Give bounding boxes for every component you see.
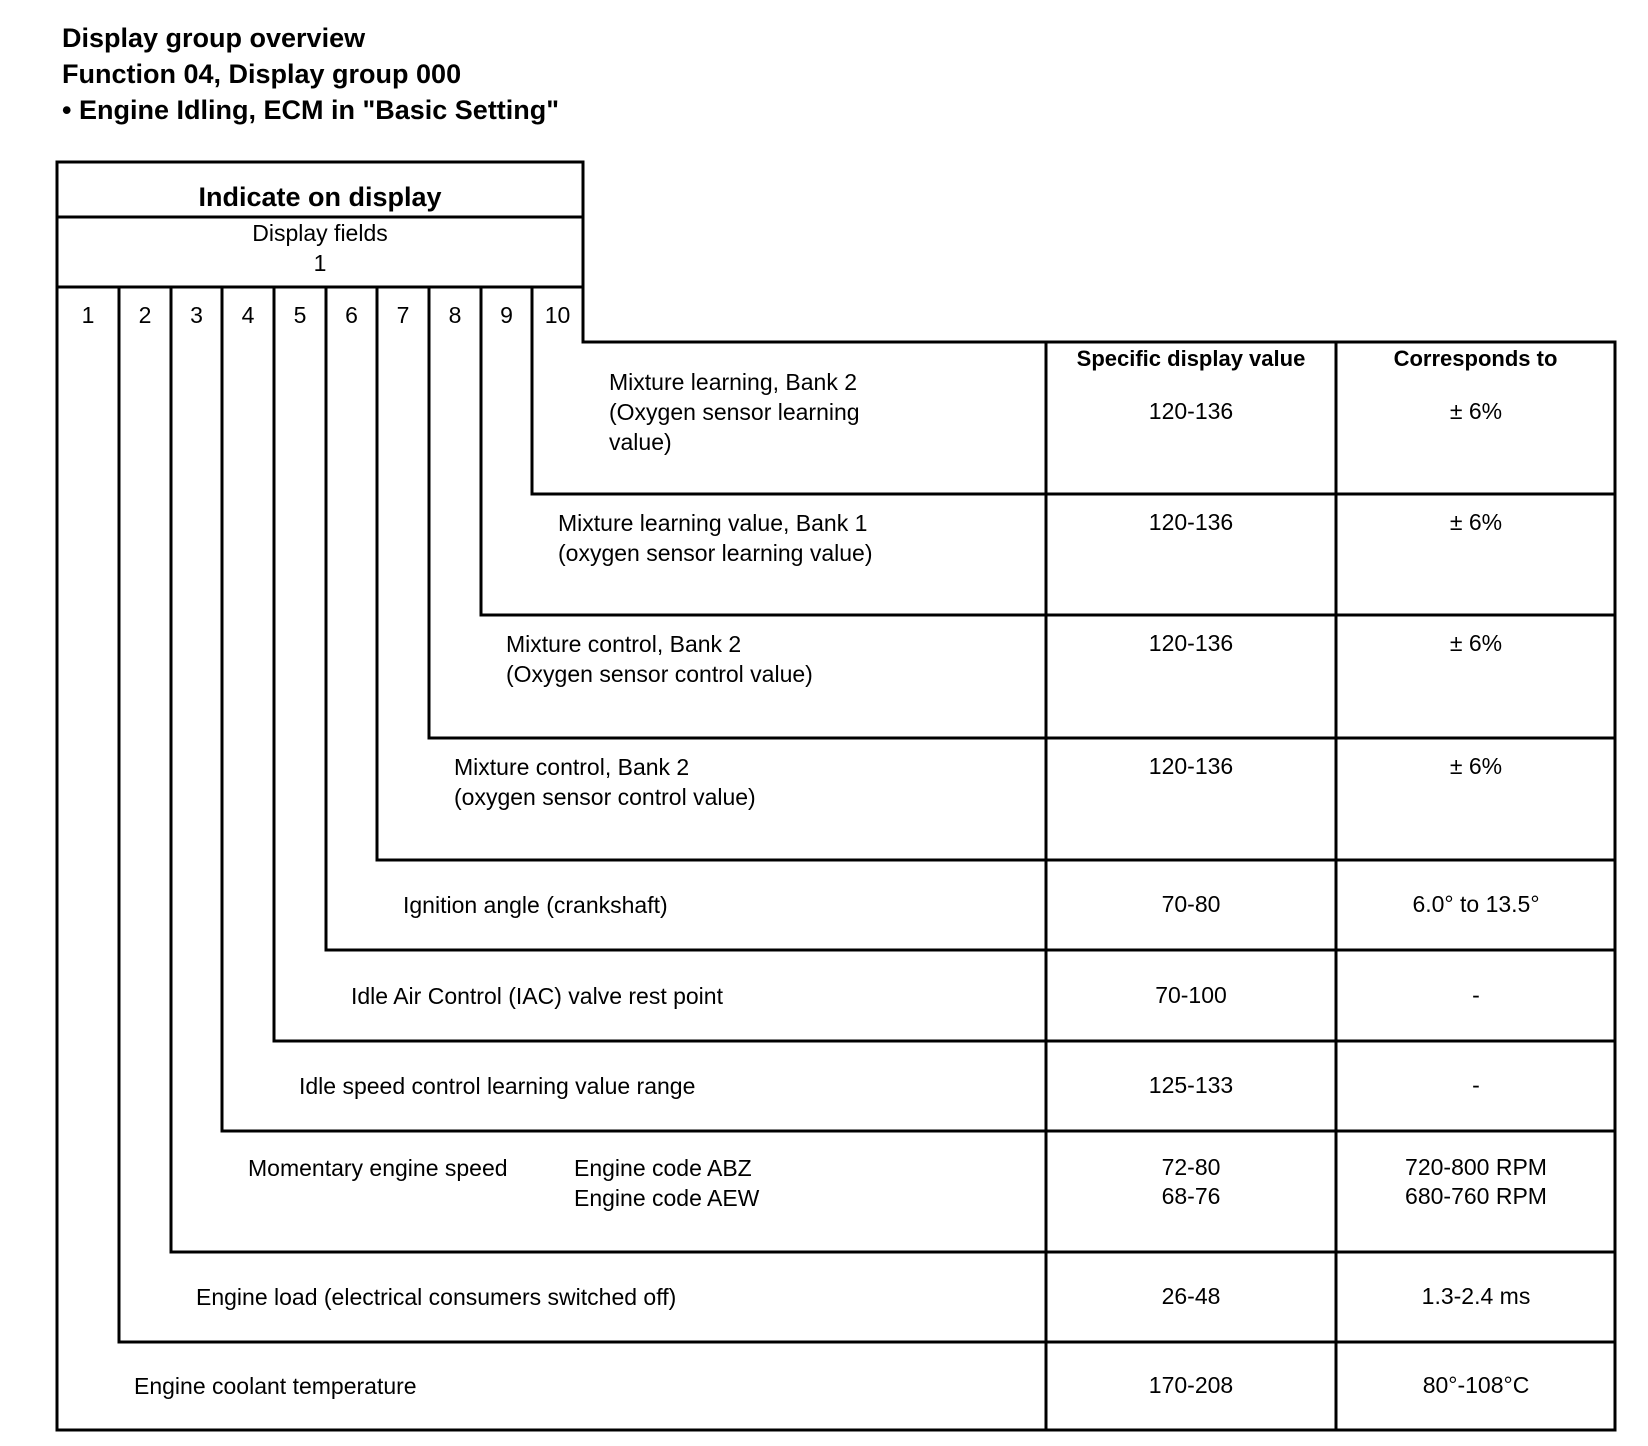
corresponds-value-line: 680-760 RPM xyxy=(1405,1183,1547,1209)
corresponds-value xyxy=(1346,1371,1606,1400)
field-number: 7 xyxy=(396,302,410,328)
specific-value xyxy=(1061,1282,1321,1311)
description-line: Idle speed control learning value range xyxy=(299,1073,696,1099)
description-line: Idle Air Control (IAC) valve rest point xyxy=(351,982,723,1009)
field-number: 2 xyxy=(138,302,152,328)
corresponds-value xyxy=(1346,890,1606,919)
display-block-number: 1 xyxy=(313,250,327,276)
specific-value xyxy=(1061,890,1321,919)
corresponds-value-line: ± 6% xyxy=(1449,398,1503,424)
description-line: Engine load (electrical consumers switched off) xyxy=(196,1284,677,1310)
field-number: 10 xyxy=(544,302,571,328)
specific-value xyxy=(1061,397,1321,426)
specific-value-line: 70-100 xyxy=(1155,981,1227,1008)
specific-value-line: 72-80 xyxy=(1161,1154,1221,1180)
specific-value xyxy=(1061,981,1321,1010)
specific-value-line: 125-133 xyxy=(1148,1072,1234,1098)
specific-value xyxy=(1061,752,1321,781)
row-description xyxy=(196,1282,676,1312)
specific-value-line: 26-48 xyxy=(1161,1283,1221,1309)
specific-value-line: 120-136 xyxy=(1148,509,1234,535)
description-line: (Oxygen sensor learning xyxy=(609,399,860,425)
specific-value-line: 170-208 xyxy=(1148,1372,1234,1398)
page-subtitle: Function 04, Display group 000 xyxy=(62,59,462,89)
display-fields-label: Display fields xyxy=(252,220,388,246)
field-number: 1 xyxy=(81,302,95,328)
specific-value xyxy=(1061,508,1321,537)
row-description xyxy=(609,367,860,457)
row-description xyxy=(248,1153,508,1183)
field-number: 3 xyxy=(190,302,203,328)
row-description xyxy=(454,752,756,812)
specific-value-line: 120-136 xyxy=(1148,398,1234,424)
row-description xyxy=(299,1071,695,1101)
corresponds-value xyxy=(1346,1071,1606,1100)
specific-value-line: 70-80 xyxy=(1161,891,1221,917)
row-description xyxy=(403,890,668,920)
row-description xyxy=(351,981,723,1011)
engine-code: Engine code ABZ xyxy=(574,1155,752,1181)
specific-value xyxy=(1061,629,1321,658)
corresponds-value-line: ± 6% xyxy=(1449,753,1503,779)
corresponds-value-line: 80°-108°C xyxy=(1422,1372,1530,1398)
corresponds-value-line: ± 6% xyxy=(1449,509,1503,535)
field-number: 5 xyxy=(293,302,307,328)
page-title: Display group overview xyxy=(62,23,366,53)
corresponds-value-line: 1.3-2.4 ms xyxy=(1421,1283,1531,1309)
description-line: (oxygen sensor control value) xyxy=(454,784,756,810)
corresponds-value-line: - xyxy=(1472,981,1480,1008)
description-line: Mixture learning value, Bank 1 xyxy=(558,510,868,536)
description-line: Momentary engine speed xyxy=(248,1155,508,1181)
description-line: (oxygen sensor learning value) xyxy=(558,540,873,566)
corresponds-value xyxy=(1346,508,1606,537)
specific-value xyxy=(1061,1153,1321,1211)
specific-value xyxy=(1061,1371,1321,1400)
specific-value-heading: Specific display value xyxy=(1076,346,1306,371)
corresponds-heading: Corresponds to xyxy=(1393,346,1558,371)
corresponds-value xyxy=(1346,1282,1606,1311)
corresponds-value xyxy=(1346,397,1606,426)
field-number: 9 xyxy=(500,302,513,328)
row-description xyxy=(558,508,873,568)
engine-code: Engine code AEW xyxy=(574,1185,760,1211)
row-description xyxy=(134,1371,417,1401)
description-line: Mixture control, Bank 2 xyxy=(454,754,690,780)
description-line: Mixture control, Bank 2 xyxy=(506,631,742,657)
corresponds-value xyxy=(1346,629,1606,658)
field-number: 6 xyxy=(345,302,358,328)
row-description xyxy=(506,629,813,689)
field-number: 4 xyxy=(241,302,255,328)
description-line: (Oxygen sensor control value) xyxy=(506,661,813,687)
specific-value-line: 68-76 xyxy=(1161,1183,1221,1209)
engine-codes xyxy=(574,1153,759,1213)
specific-value xyxy=(1061,1071,1321,1100)
description-line: Engine coolant temperature xyxy=(134,1373,417,1399)
description-line: Ignition angle (crankshaft) xyxy=(403,892,668,918)
indicate-heading: Indicate on display xyxy=(198,182,442,212)
corresponds-value xyxy=(1346,1153,1606,1211)
corresponds-value xyxy=(1346,981,1606,1010)
corresponds-value-line: 720-800 RPM xyxy=(1405,1154,1547,1180)
description-line: Mixture learning, Bank 2 xyxy=(609,369,858,395)
page-condition: • Engine Idling, ECM in "Basic Setting" xyxy=(62,95,560,125)
specific-value-line: 120-136 xyxy=(1148,753,1234,779)
field-number: 8 xyxy=(448,302,462,328)
specific-value-line: 120-136 xyxy=(1148,630,1234,656)
corresponds-value-line: - xyxy=(1472,1072,1480,1098)
corresponds-value-line: 6.0° to 13.5° xyxy=(1412,891,1540,917)
corresponds-value xyxy=(1346,752,1606,781)
description-line: value) xyxy=(609,429,672,455)
corresponds-value-line: ± 6% xyxy=(1449,630,1503,656)
